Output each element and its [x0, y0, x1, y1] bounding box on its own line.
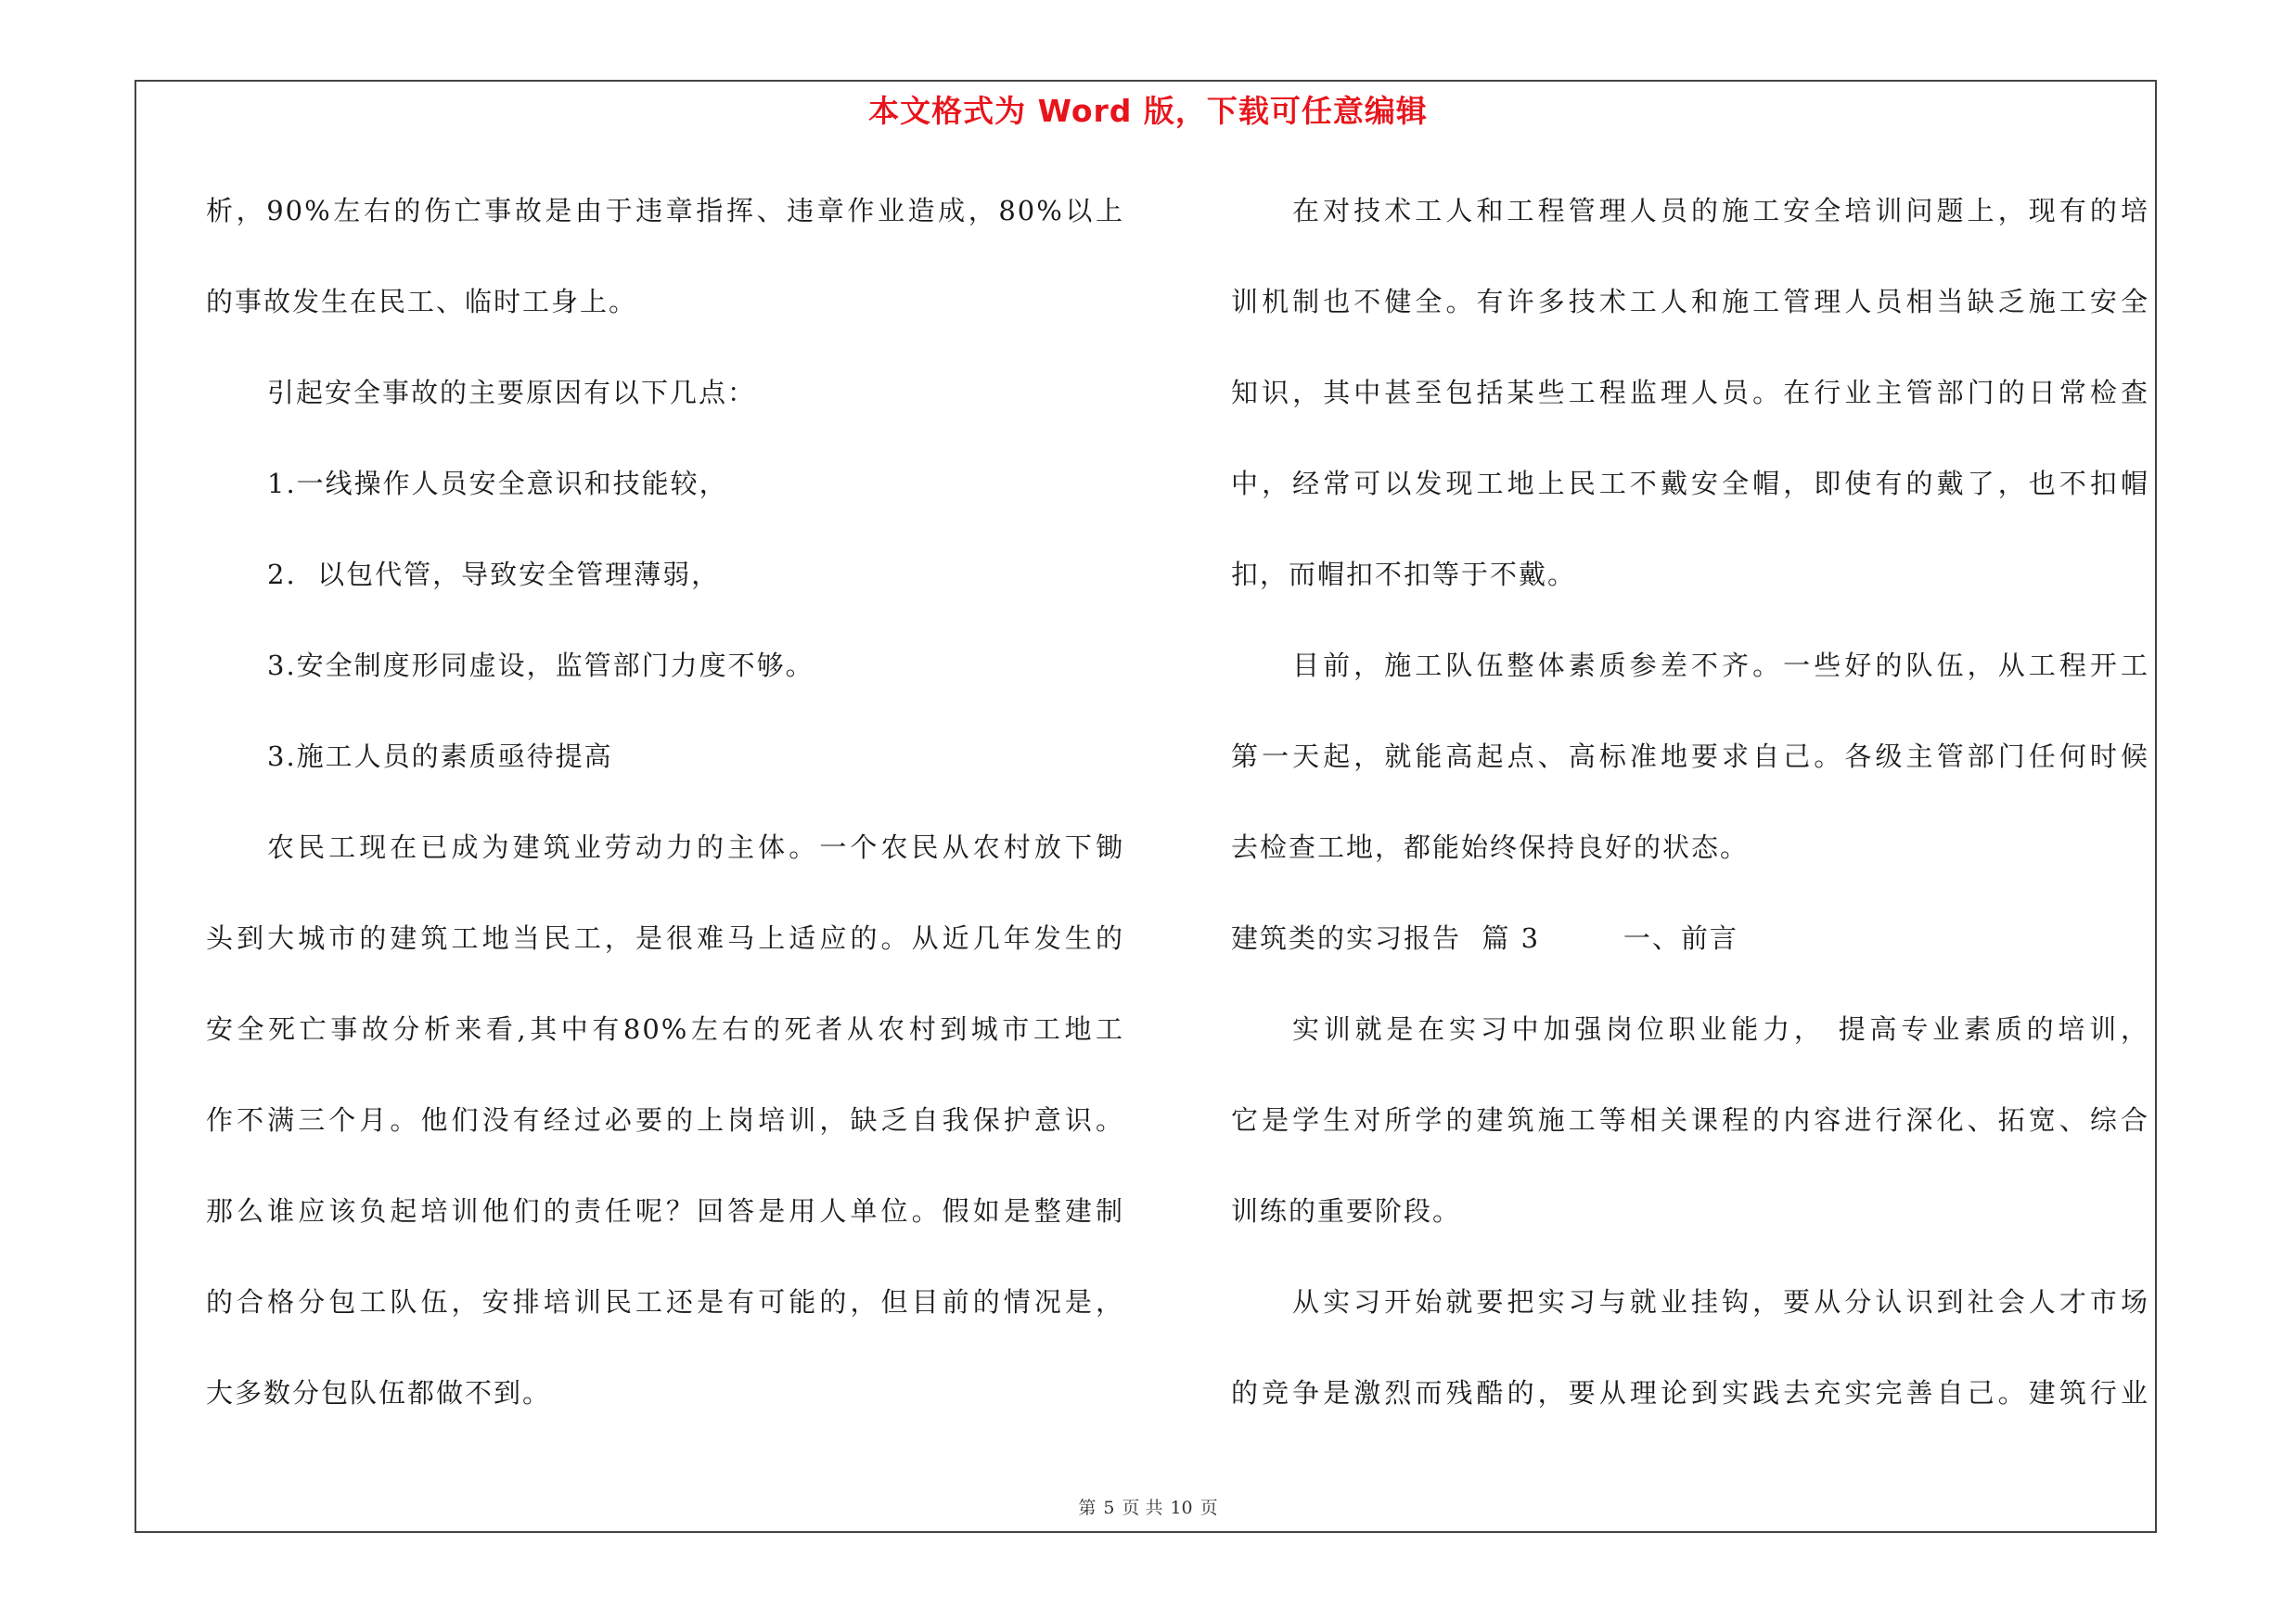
- paragraph-line: 头到大城市的建筑工地当民工，是很难马上适应的。从近几年发生的: [206, 922, 1124, 954]
- paragraph-line: 的合格分包工队伍，安排培训民工还是有可能的，但目前的情况是，: [206, 1286, 1124, 1318]
- list-item: 3.施工人员的素质亟待提高: [267, 741, 613, 772]
- paragraph-line: 在对技术工人和工程管理人员的施工安全培训问题上，现有的培: [1292, 195, 2149, 226]
- paragraph-line: 中，经常可以发现工地上民工不戴安全帽，即使有的戴了，也不扣帽: [1231, 468, 2149, 499]
- paragraph-line: 从实习开始就要把实习与就业挂钩，要从分认识到社会人才市场: [1292, 1286, 2149, 1318]
- paragraph-line: 析，90%左右的伤亡事故是由于违章指挥、违章作业造成，80%以上: [206, 195, 1124, 226]
- page-footer: [0, 1494, 2296, 1519]
- list-item: 3.安全制度形同虚设，监管部门力度不够。: [267, 650, 815, 681]
- paragraph-line: 农民工现在已成为建筑业劳动力的主体。一个农民从农村放下锄: [267, 831, 1124, 863]
- footer-total-pages: 10: [1170, 1498, 1193, 1518]
- list-item: 1.一线操作人员安全意识和技能较，: [267, 468, 728, 499]
- paragraph-line: 引起安全事故的主要原因有以下几点：: [267, 377, 757, 408]
- header-banner: 本文格式为 Word 版，下载可任意编辑: [868, 93, 1428, 129]
- paragraph-line: 实训就是在实习中加强岗位职业能力， 提高专业素质的培训，: [1292, 1013, 2149, 1045]
- paragraph-line: 的事故发生在民工、临时工身上。: [206, 286, 638, 317]
- list-item: 2. 以包代管，导致安全管理薄弱，: [267, 559, 721, 590]
- left-text-column: [206, 178, 1124, 1451]
- footer-middle: 页 共: [1122, 1498, 1163, 1518]
- paragraph-line: 扣，而帽扣不扣等于不戴。: [1231, 559, 1577, 590]
- paragraph-line: 训练的重要阶段。: [1231, 1195, 1462, 1227]
- footer-prefix: 第: [1078, 1498, 1097, 1518]
- section-heading: 建筑类的实习报告 篇 3 一、前言: [1231, 922, 1738, 954]
- paragraph-line: 第一天起，就能高起点、高标准地要求自己。各级主管部门任何时候: [1231, 741, 2149, 772]
- paragraph-line: 目前，施工队伍整体素质参差不齐。一些好的队伍，从工程开工: [1292, 650, 2149, 681]
- paragraph-line: 大多数分包队伍都做不到。: [206, 1377, 552, 1409]
- paragraph-line: 去检查工地，都能始终保持良好的状态。: [1231, 831, 1750, 863]
- paragraph-line: 作不满三个月。他们没有经过必要的上岗培训，缺乏自我保护意识。: [206, 1104, 1124, 1136]
- footer-page-number: 5: [1103, 1498, 1115, 1518]
- paragraph-line: 它是学生对所学的建筑施工等相关课程的内容进行深化、拓宽、综合: [1231, 1104, 2149, 1136]
- right-text-column: [1231, 178, 2149, 1451]
- paragraph-line: 安全死亡事故分析来看,其中有80%左右的死者从农村到城市工地工: [206, 1013, 1124, 1045]
- paragraph-line: 知识，其中甚至包括某些工程监理人员。在行业主管部门的日常检查: [1231, 377, 2149, 408]
- paragraph-line: 训机制也不健全。有许多技术工人和施工管理人员相当缺乏施工安全: [1231, 286, 2149, 317]
- paragraph-line: 的竞争是激烈而残酷的，要从理论到实践去充实完善自己。建筑行业: [1231, 1377, 2149, 1409]
- footer-suffix: 页: [1199, 1498, 1218, 1518]
- paragraph-line: 那么谁应该负起培训他们的责任呢？回答是用人单位。假如是整建制: [206, 1195, 1124, 1227]
